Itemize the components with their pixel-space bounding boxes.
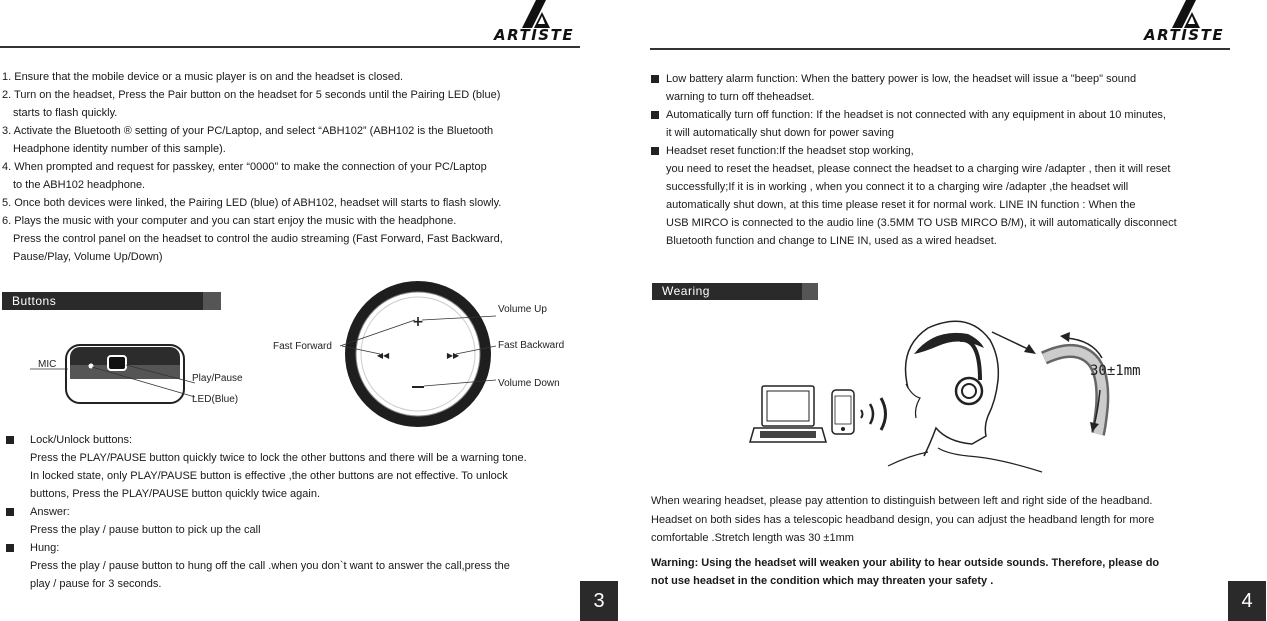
page-number-left: 3 [580,581,618,621]
bullet-square-icon [651,111,659,119]
bullet-line: warning to turn off theheadset. [666,91,815,103]
mic-label: MIC [38,359,57,370]
bullet-line: In locked state, only PLAY/PAUSE button is effective ,the other buttons are not effective. To unlock [30,470,508,482]
stretch-length-label: 30±1mm [1090,363,1141,379]
svg-text:▶▶: ▶▶ [446,351,460,360]
brand-wordmark: ARTISTE [494,26,575,44]
buttons-section-header [2,292,221,310]
step-line: starts to flash quickly. [13,107,118,119]
warning-line: not use headset in the condition which may threaten your safety . [651,575,994,587]
header-rule-left [0,46,580,48]
step-line: 6. Plays the music with your computer and you can start enjoy the music with the headphone. [2,215,457,227]
bullet-line: buttons, Press the PLAY/PAUSE button quickly twice again. [30,488,321,500]
wearing-illustration [748,318,1168,473]
wearing-text-line: When wearing headset, please pay attention to distinguish between left and right side of the headband. [651,495,1153,507]
bullet-line: it will automatically shut down for power saving [666,127,895,139]
bullet-line: Bluetooth function and change to LINE IN, used as a wired headset. [666,235,997,247]
page-number-right: 4 [1228,581,1266,621]
bullet-title: Answer: [30,506,70,518]
step-line: Press the control panel on the headset to control the audio streaming (Fast Forward, Fast Backward, [13,233,503,245]
volume-down-label: Volume Down [498,378,560,389]
bullet-square-icon [6,544,14,552]
svg-text:◀◀: ◀◀ [376,351,390,360]
wearing-text-line: comfortable .Stretch length was 30 ±1mm [651,532,854,544]
bullet-title: Lock/Unlock buttons: [30,434,133,446]
warning-line: Warning: Using the headset will weaken your ability to hear outside sounds. Therefore, please do [651,557,1160,569]
step-line: 4. When prompted and request for passkey, enter “0000” to make the connection of your PC/Laptop [2,161,487,173]
bullet-title: Headset reset function:If the headset stop working, [666,145,914,157]
logo-mark-icon [514,0,554,28]
header-rule-right [650,48,1230,50]
buttons-section-title: Buttons [12,294,57,308]
step-line: Pause/Play, Volume Up/Down) [13,251,163,263]
step-line: Headphone identity number of this sample). [13,143,226,155]
wearing-section-title: Wearing [662,284,710,298]
control-panel-diagram [270,280,500,430]
bullet-line: USB MIRCO is connected to the audio line (3.5MM TO USB MIRCO B/M), it will automatically disconnect [666,217,1177,229]
fast-backward-label: Fast Backward [498,340,565,351]
bullet-square-icon [6,436,14,444]
wearing-section-header [652,283,818,300]
led-label: LED(Blue) [192,394,239,405]
brand-logo-right [1144,0,1224,46]
wearing-text-line: Headset on both sides has a telescopic headband design, you can adjust the headband length for more [651,514,1155,526]
bullet-square-icon [651,75,659,83]
brand-wordmark: ARTISTE [1144,26,1225,44]
head-with-headset-drawing [888,321,1042,472]
bullet-line: successfully;If it is in working , when you connect it to a charging wire /adapter ,the headset will [666,181,1129,193]
volume-up-label: Volume Up [498,304,547,315]
bullet-line: you need to reset the headset, please connect the headset to a charging wire /adapter , then it will reset [666,163,1171,175]
logo-mark-icon [1164,0,1204,28]
step-line: 3. Activate the Bluetooth ® setting of your PC/Laptop, and select “ABH102” (ABH102 is the Bluetooth [2,125,494,137]
bullet-line: play / pause for 3 seconds. [30,578,162,590]
step-line: to the ABH102 headphone. [13,179,146,191]
bullet-line: Press the PLAY/PAUSE button quickly twice to lock the other buttons and there will be a warning tone. [30,452,527,464]
headband-detail-drawing [1044,332,1102,434]
bullet-title: Low battery alarm function: When the battery power is low, the headset will issue a "beep" sound [666,73,1137,85]
bullet-square-icon [651,147,659,155]
bullet-title: Automatically turn off function: If the headset is not connected with any equipment in about 10 minutes, [666,109,1166,121]
laptop-icon [750,386,826,442]
phone-icon [832,390,854,434]
bullet-title: Hung: [30,542,60,554]
brand-logo-left [494,0,574,46]
bullet-line: Press the play / pause button to pick up the call [30,524,261,536]
play-pause-label: Play/Pause [192,373,243,384]
step-line: 5. Once both devices were linked, the Pairing LED (blue) of ABH102, headset will starts to flash slowly. [2,197,502,209]
fast-forward-label: Fast Forward [273,341,332,352]
svg-text:+: + [412,314,424,330]
step-line: 2. Turn on the headset, Press the Pair button on the headset for 5 seconds until the Pairing LED (blue) [2,89,501,101]
bullet-square-icon [6,508,14,516]
step-line: 1. Ensure that the mobile device or a music player is on and the headset is closed. [2,71,404,83]
bullet-line: Press the play / pause button to hung off the call .when you don`t want to answer the call,press the [30,560,510,572]
bullet-line: automatically shut down, at this time please reset it for normal work. LINE IN function : When the [666,199,1136,211]
